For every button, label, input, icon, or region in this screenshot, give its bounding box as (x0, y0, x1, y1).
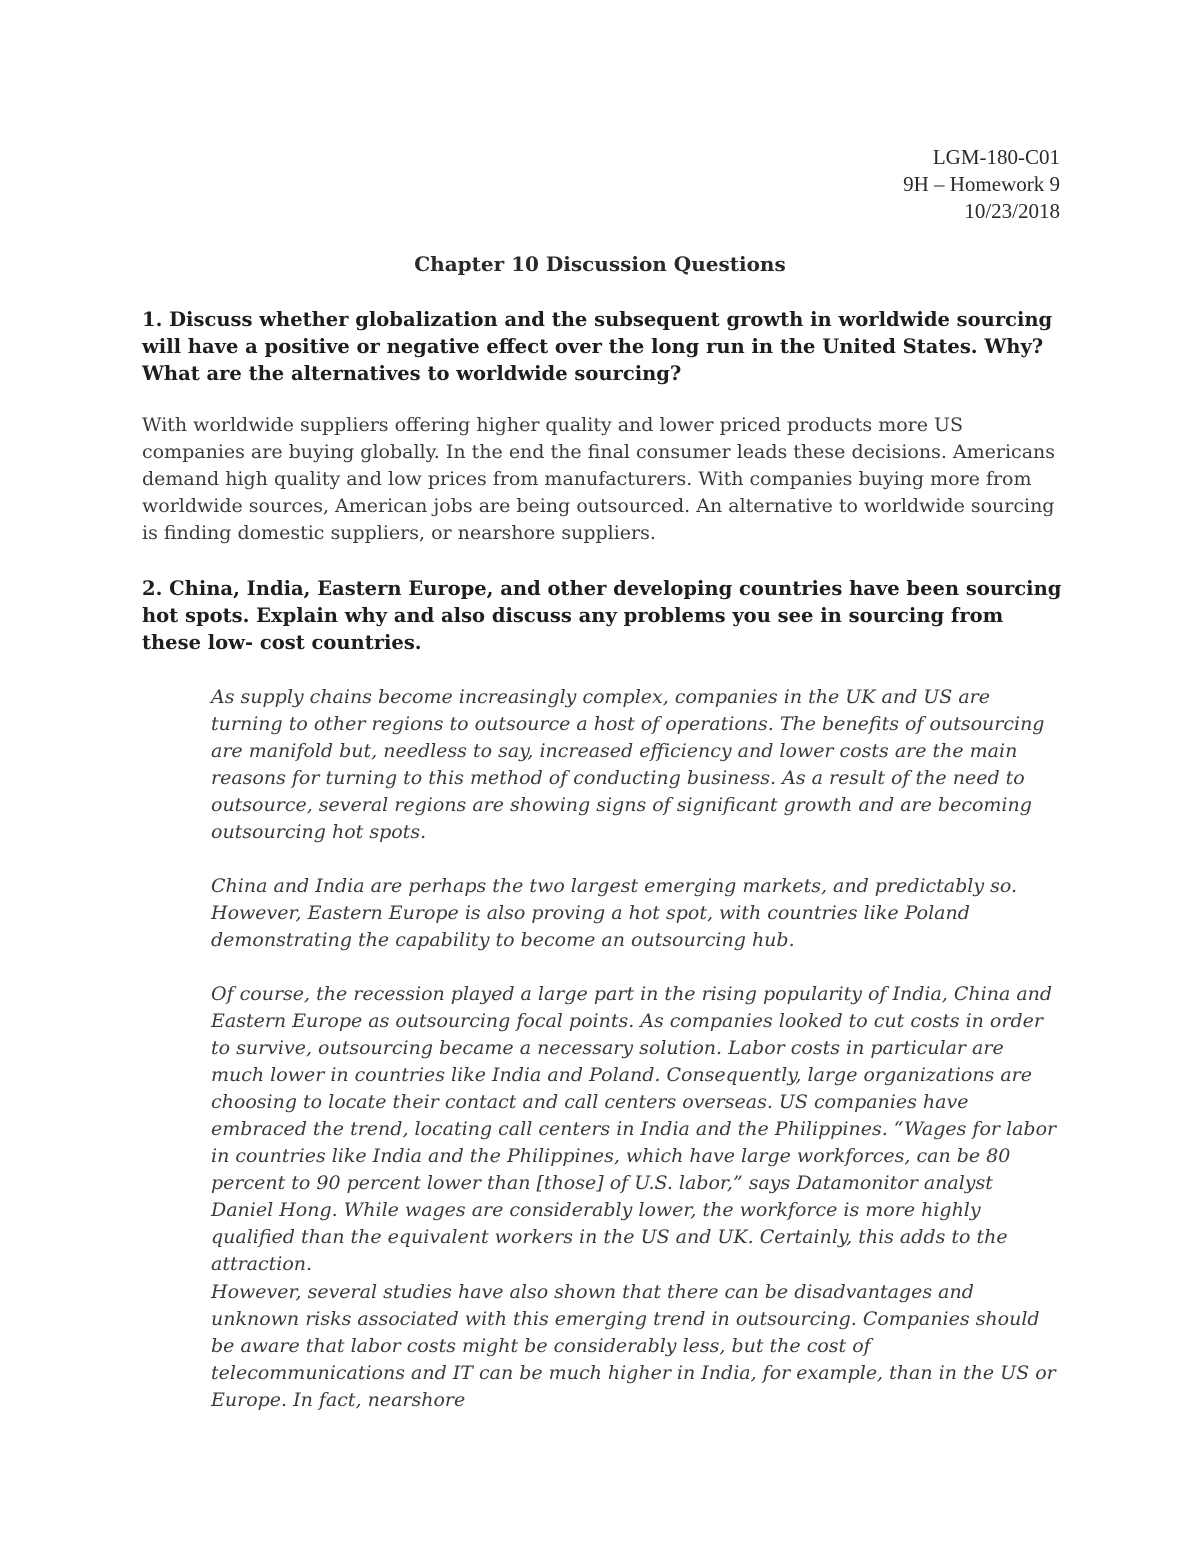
question-2: 2. China, India, Eastern Europe, and other developing countries have been sourcing hot spots. Explain why and also discuss any problems you see in sourcing from these low- cost countries. (142, 577, 1062, 654)
document-header (903, 144, 1060, 225)
quote-paragraph-1: As supply chains become increasingly complex, companies in the UK and US are turning to other regions to outsource a host of operations. The benefits of outsourcing are manifold but, needless to say, increased efficiency and lower costs are the main reasons for turning to this method of conducting business. As a result of the need to outsource, several regions are showing signs of significant growth and are becoming outsourcing hot spots. (211, 686, 1045, 843)
assignment-label: 9H – Homework 9 (903, 172, 1060, 196)
course-code: LGM-180-C01 (932, 145, 1060, 169)
quote-paragraph-3: Of course, the recession played a large part in the rising popularity of India, China and Eastern Europe as outsourcing focal points. As companies looked to cut costs in order to survive, outsourcing became a necessary solution. Labor costs in particular are much lower in countries like India and Poland. Consequently, large organizations are choosing to locate their contact and call centers overseas. US companies have embraced the trend, locating call centers in India and the Philippines. “Wages for labor in countries like India and the Philippines, which have large workforces, can be 80 percent to 90 percent lower than [those] of U.S. labor,” says Datamonitor analyst Daniel Hong. While wages are considerably lower, the workforce is more highly qualified than the equivalent workers in the US and UK. Certainly, this adds to the attraction. (211, 983, 1057, 1275)
page-title: Chapter 10 Discussion Questions (414, 252, 786, 276)
assignment-date: 10/23/2018 (964, 199, 1060, 223)
quote-paragraph-2: China and India are perhaps the two largest emerging markets, and predictably so. However, Eastern Europe is also proving a hot spot, with countries like Poland demonstrating the capability to become an outsourcing hub. (211, 875, 1018, 951)
answer-1: With worldwide suppliers offering higher quality and lower priced products more US companies are buying globally. In the end the final consumer leads these decisions. Americans demand high quality and low prices from manufacturers. With companies buying more from worldwide sources, American jobs are being outsourced. An alternative to worldwide sourcing is finding domestic suppliers, or nearshore suppliers. (142, 414, 1056, 544)
quote-paragraph-4: However, several studies have also shown that there can be disadvantages and unknown risks associated with this emerging trend in outsourcing. Companies should be aware that labor costs might be considerably less, but the cost of telecommunications and IT can be much higher in India, for example, than in the US or Europe. In fact, nearshore (211, 1281, 1056, 1411)
question-1: 1. Discuss whether globalization and the subsequent growth in worldwide sourcing will have a positive or negative effect over the long run in the United States. Why? What are the alternatives to worldwide sourcing? (142, 308, 1053, 385)
